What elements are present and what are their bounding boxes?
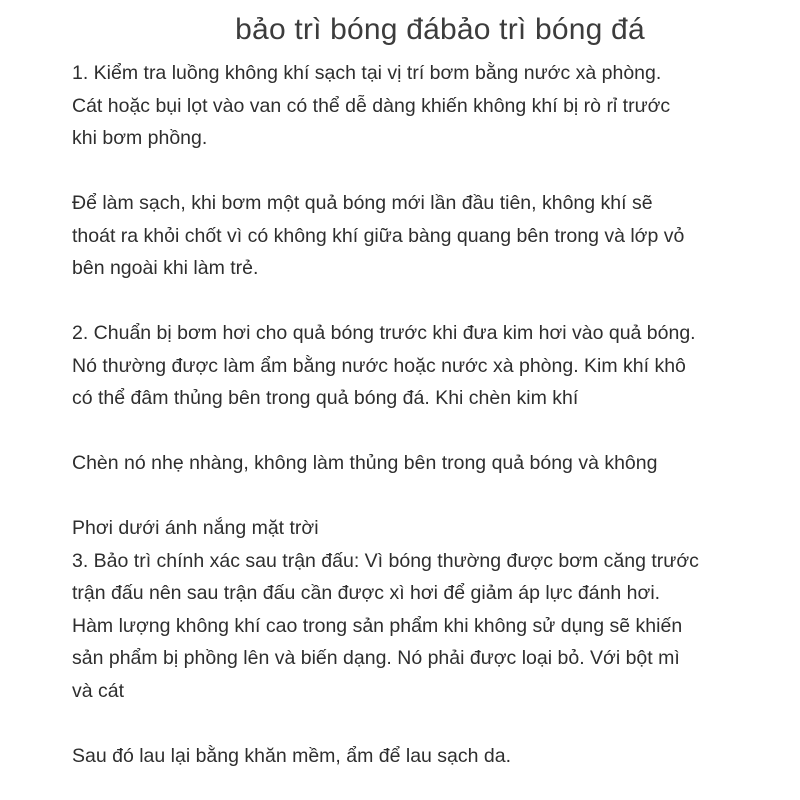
paragraph-gap (72, 707, 772, 740)
paragraph-gap (72, 155, 772, 188)
paragraph-gap (72, 415, 772, 448)
text-line: Phơi dưới ánh nắng mặt trời (72, 517, 319, 539)
text-line: khi bơm phồng. (72, 127, 208, 149)
text-line: sản phẩm bị phồng lên và biến dạng. Nó phải được loại bỏ. Với bột mì (72, 647, 680, 669)
paragraph-gap (72, 285, 772, 318)
paragraph-gap (72, 480, 772, 513)
text-line: trận đấu nên sau trận đấu cần được xì hơi để giảm áp lực đánh hơi. (72, 582, 661, 604)
text-line: Hàm lượng không khí cao trong sản phẩm khi không sử dụng sẽ khiến (72, 614, 683, 637)
page-title: bảo trì bóng đábảo trì bóng đá (235, 13, 645, 46)
text-line: Sau đó lau lại bằng khăn mềm, ẩm để lau sạch da. (72, 744, 512, 767)
text-line: Cát hoặc bụi lọt vào van có thể dễ dàng khiến không khí bị rò rỉ trước (72, 94, 671, 117)
text-line: Nó thường được làm ẩm bằng nước hoặc nước xà phòng. Kim khí khô (72, 354, 686, 377)
text-line: thoát ra khỏi chốt vì có không khí giữa bàng quang bên trong và lớp vỏ (72, 224, 685, 247)
text-line: Chèn nó nhẹ nhàng, không làm thủng bên trong quả bóng và không (72, 452, 658, 474)
text-line: 2. Chuẩn bị bơm hơi cho quả bóng trước khi đưa kim hơi vào quả bóng. (72, 322, 696, 344)
text-line: có thể đâm thủng bên trong quả bóng đá. Khi chèn kim khí (72, 387, 579, 409)
text-line: 3. Bảo trì chính xác sau trận đấu: Vì bóng thường được bơm căng trước (72, 549, 699, 572)
text-line: Để làm sạch, khi bơm một quả bóng mới lần đầu tiên, không khí sẽ (72, 192, 653, 214)
body-text (72, 57, 772, 772)
text-line: bên ngoài khi làm trẻ. (72, 257, 259, 279)
text-line: và cát (72, 679, 125, 702)
text-line: 1. Kiểm tra luồng không khí sạch tại vị trí bơm bằng nước xà phòng. (72, 62, 662, 84)
